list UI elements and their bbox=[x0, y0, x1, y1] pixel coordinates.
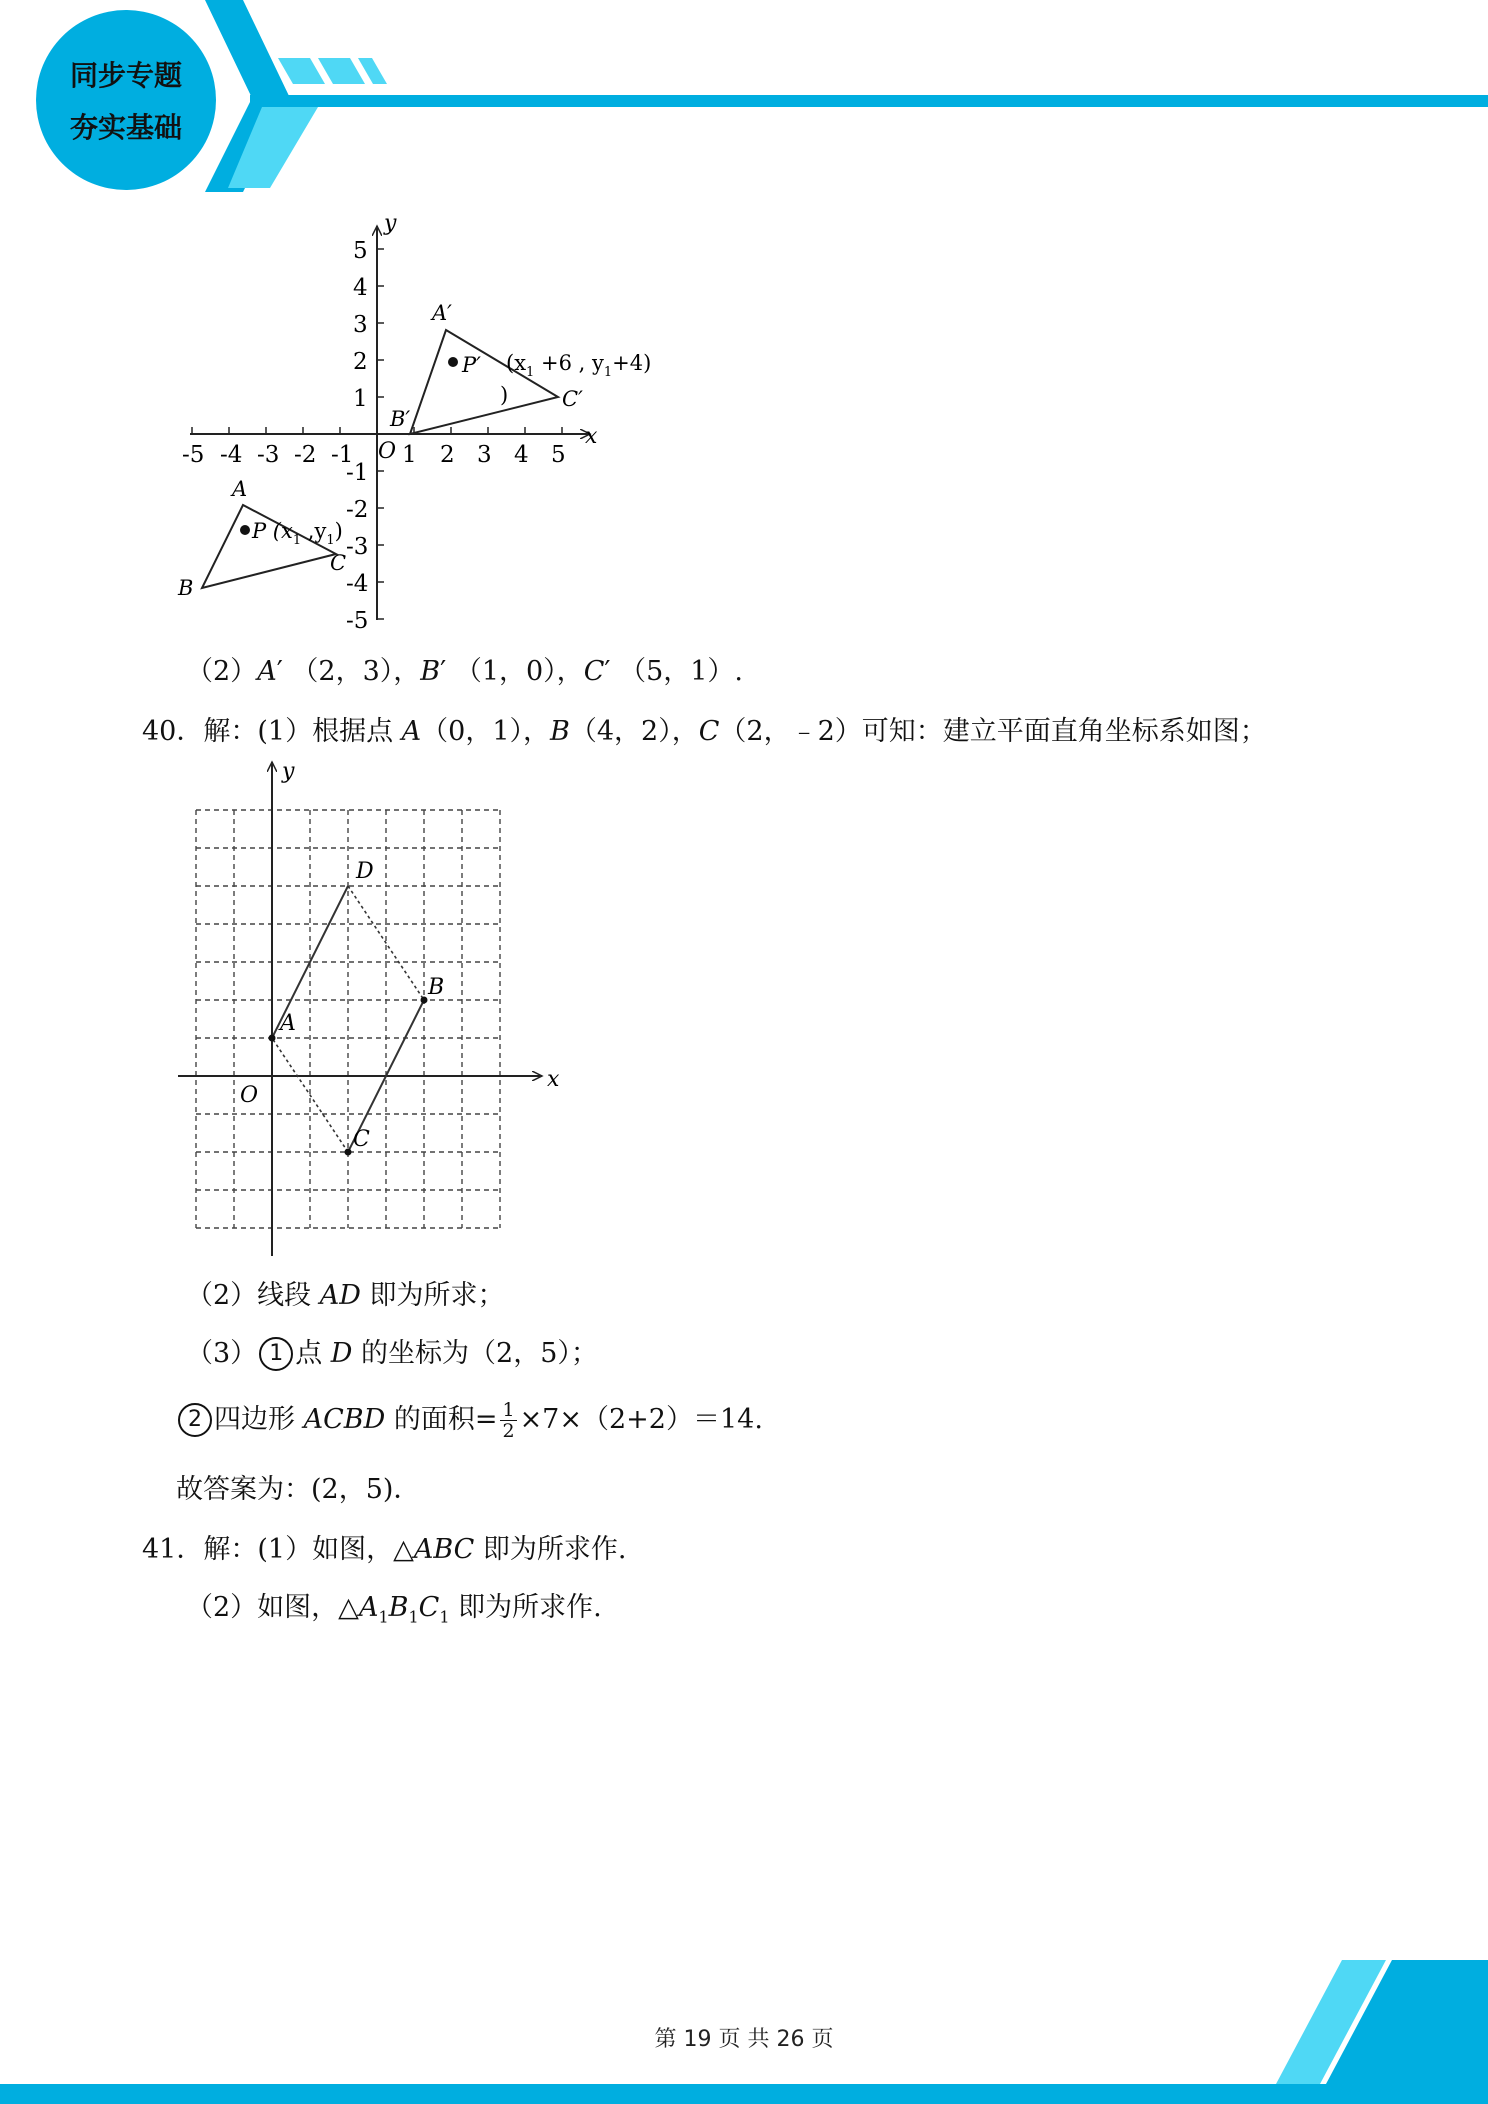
figure-translation-graph bbox=[160, 210, 680, 640]
circled-number-2: 2 bbox=[178, 1403, 212, 1437]
fig1-tick-label-x-neg5: -5 bbox=[182, 442, 205, 468]
label-B: B bbox=[178, 576, 194, 600]
answer-40-part1: 40．解：(1）根据点 A（0，1），B（4，2），C（2，﹣2）可知：建立平面直角坐标系如图； bbox=[142, 716, 1267, 747]
fig1-tick-label-x-3: 3 bbox=[477, 442, 492, 468]
fig2-x-label: x bbox=[547, 1067, 560, 1092]
fig1-tick-label-y-neg3: -3 bbox=[346, 534, 369, 560]
answer-39-part2: （2）A′ （2，3），B′ （1，0），C′ （5，1）. bbox=[186, 656, 744, 687]
footer-decoration bbox=[0, 1960, 1488, 2104]
fig1-tick-label-y-2: 2 bbox=[353, 349, 368, 375]
header-stripe-2 bbox=[318, 58, 365, 84]
fig1-tick-label-x-neg4: -4 bbox=[220, 442, 243, 468]
answer-40-part3-2: 2 四边形 ACBD 的面积= $\frac{1}{2}$ ×7×（2+2）＝14. bbox=[176, 1400, 763, 1441]
figure-grid-parallelogram bbox=[170, 756, 570, 1262]
fig2-label-D: D bbox=[356, 859, 374, 884]
fig1-tick-label-y-neg2: -2 bbox=[346, 497, 369, 523]
fig1-origin: O bbox=[378, 439, 397, 464]
fig2-y-label: y bbox=[282, 759, 295, 784]
fig2-label-B: B bbox=[428, 975, 445, 1000]
fig1-tick-label-x-neg2: -2 bbox=[294, 442, 317, 468]
label-P2-coord: ($x_1 +6$ , $y_1+4$) bbox=[506, 351, 652, 380]
answer-40-conclusion: 故答案为：(2，5)． bbox=[176, 1474, 421, 1505]
answer-40-part2: （2）线段 AD 即为所求； bbox=[186, 1280, 505, 1311]
fig1-tick-label-y-3: 3 bbox=[353, 312, 368, 338]
fig1-tick-label-y-neg4: -4 bbox=[346, 571, 369, 597]
fig2-dashed-grid bbox=[196, 810, 500, 1228]
fraction-one-half: $\frac{1}{2}$ bbox=[502, 1399, 515, 1442]
label-A: A bbox=[232, 477, 248, 501]
fig2-origin: O bbox=[240, 1083, 259, 1108]
label-A2: A′ bbox=[432, 301, 452, 325]
label-C: C bbox=[330, 551, 347, 575]
circled-number-1: 1 bbox=[259, 1337, 293, 1371]
answer-41-part2: （2）如图，$\triangle A_1B_1C_1$ 即为所求作. bbox=[186, 1592, 602, 1627]
point-P bbox=[240, 525, 250, 535]
fig1-tick-label-x-2: 2 bbox=[440, 442, 455, 468]
fig1-tick-label-y-neg5: -5 bbox=[346, 608, 369, 634]
fig1-tick-label-y-1: 1 bbox=[353, 386, 368, 412]
header-badge-text bbox=[34, 14, 218, 190]
fig1-tick-label-x-neg3: -3 bbox=[257, 442, 280, 468]
label-P-coord: P ($x_1$ $,y_1$) bbox=[252, 519, 343, 548]
answer-41-part1: 41．解：(1）如图，△ABC 即为所求作. bbox=[142, 1534, 627, 1565]
fig1-x-label: x bbox=[585, 424, 598, 449]
header-stripe-1 bbox=[278, 58, 325, 84]
triangle-ABC bbox=[202, 505, 336, 588]
triangle-A2B2C2 bbox=[410, 330, 558, 434]
fig1-tick-label-y-4: 4 bbox=[353, 275, 368, 301]
badge-line-2: 夯实基础 bbox=[69, 111, 182, 144]
fig1-tick-label-x-4: 4 bbox=[514, 442, 529, 468]
fig1-tick-label-x-5: 5 bbox=[551, 442, 566, 468]
answer-40-part3-1: （3） 1 点 D 的坐标为（2，5）； bbox=[186, 1338, 598, 1369]
header-rule bbox=[250, 95, 1488, 107]
label-P2: P′ bbox=[462, 353, 481, 377]
fig1-tick-label-x-neg1: -1 bbox=[331, 442, 354, 468]
fig1-y-label: y bbox=[384, 211, 397, 236]
fig1-tick-label-y-neg1: -1 bbox=[346, 460, 369, 486]
page-number: 第 19 页 共 26 页 bbox=[654, 2027, 834, 2052]
header-decoration bbox=[0, 0, 1488, 200]
label-C2: C′ bbox=[562, 387, 583, 411]
fig2-point-C bbox=[345, 1149, 352, 1156]
label-P2-paren: ) bbox=[500, 383, 509, 407]
fig1-tick-label-x-1: 1 bbox=[402, 442, 417, 468]
badge-line-1: 同步专题 bbox=[69, 59, 182, 92]
label-B2: B′ bbox=[390, 407, 411, 431]
fig1-tick-label-y-5: 5 bbox=[353, 238, 368, 264]
footer-bar bbox=[0, 2084, 1488, 2104]
point-P2 bbox=[448, 357, 458, 367]
fig2-label-A: A bbox=[280, 1011, 296, 1036]
fig2-label-C: C bbox=[353, 1127, 370, 1152]
fig2-point-B bbox=[421, 997, 428, 1004]
fig2-point-A bbox=[269, 1035, 276, 1042]
